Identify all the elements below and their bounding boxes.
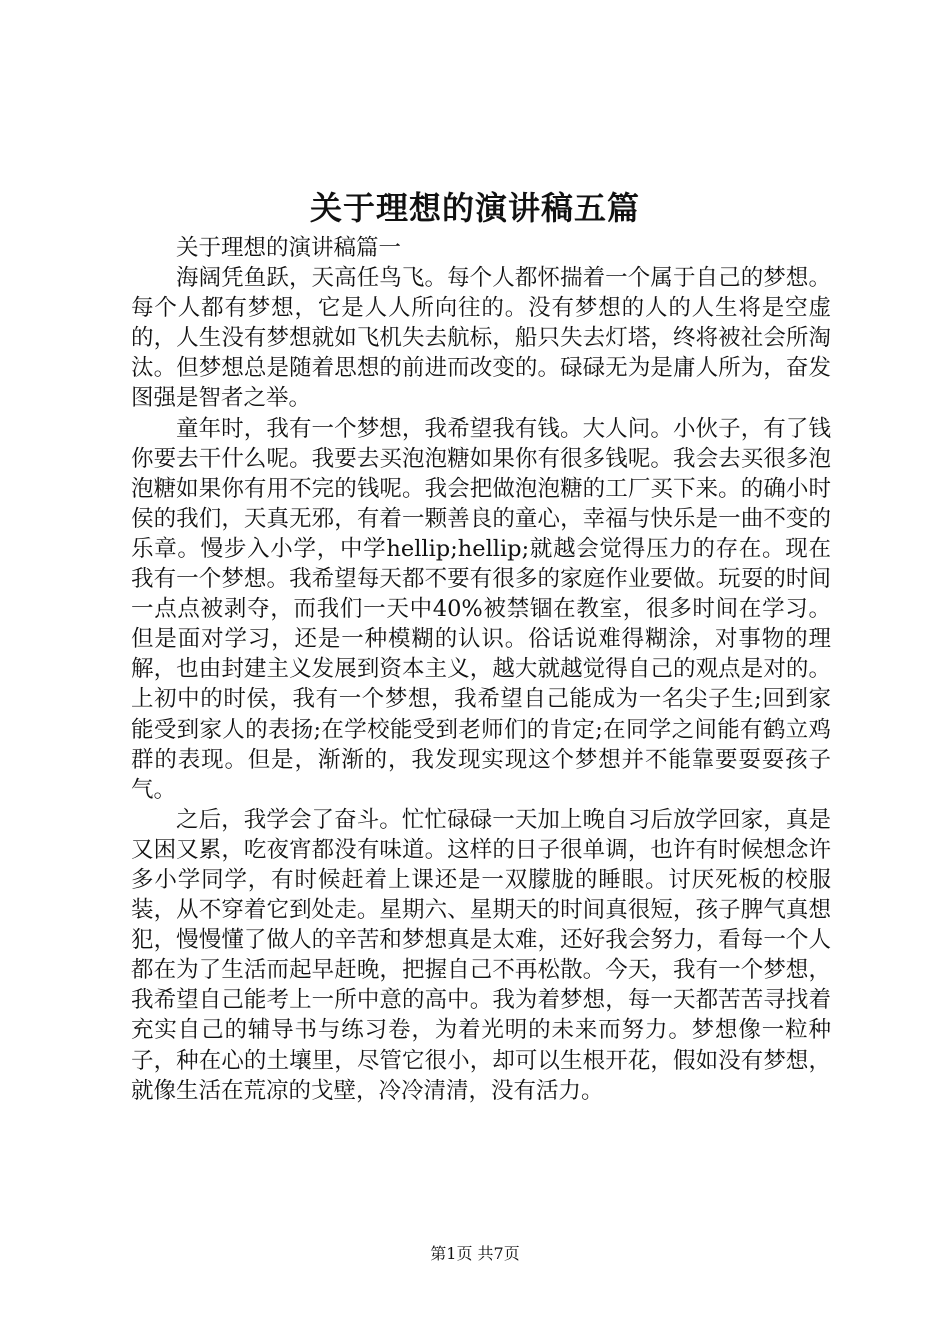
paragraph: 之后，我学会了奋斗。忙忙碌碌一天加上晚自习后放学回家，真是又困又累，吃夜宵都没有味道。这样的日子很单调，也许有时候想念许多小学同学，有时候赶着上课还是一双朦胧的睡眼。讨厌死板的校服装，从不穿着它到处走。星期六、星期天的时间真很短，孩子脾气真想犯，慢慢懂了做人的辛苦和梦想真是太难，还好我会努力，看每一个人都在为了生活而起早赶晚，把握自己不再松散。今天，我有一个梦想，我希望自己能考上一所中意的高中。我为着梦想，每一天都苦苦寻找着充实自己的辅导书与练习卷，为着光明的未来而努力。梦想像一粒种子，种在心的土壤里，尽管它很小，却可以生根开花，假如没有梦想，就像生活在荒凉的戈壁，冷冷清清，没有活力。	[131, 806, 831, 1104]
page-footer: 第1页 共7页	[430, 1244, 520, 1263]
paragraph: 童年时，我有一个梦想，我希望我有钱。大人问。小伙子，有了钱你要去干什么呢。我要去买泡泡糖如果你有很多钱呢。我会去买很多泡泡糖如果你有用不完的钱呢。我会把做泡泡糖的工厂买下来。的确小时侯的我们，天真无邪，有着一颗善良的童心，幸福与快乐是一曲不变的乐章。慢步入小学，中学hellip;hellip;就越会觉得压力的存在。现在我有一个梦想。我希望每天都不要有很多的家庭作业要做。玩耍的时间一点点被剥夺，而我们一天中40%被禁锢在教室，很多时间在学习。但是面对学习，还是一种模糊的认识。俗话说难得糊涂，对事物的理解，也由封建主义发展到资本主义，越大就越觉得自己的观点是对的。上初中的时侯，我有一个梦想，我希望自己能成为一名尖子生;回到家能受到家人的表扬;在学校能受到老师们的肯定;在同学之间能有鹤立鸡群的表现。但是，渐渐的，我发现实现这个梦想并不能靠要耍耍孩子气。	[131, 415, 831, 803]
paragraph: 海阔凭鱼跃，天高任鸟飞。每个人都怀揣着一个属于自己的梦想。每个人都有梦想，它是人人所向往的。没有梦想的人的人生将是空虚的，人生没有梦想就如飞机失去航标，船只失去灯塔，终将被社会所淘汰。但梦想总是随着思想的前进而改变的。碌碌无为是庸人所为，奋发图强是智者之举。	[131, 265, 831, 412]
section-heading: 关于理想的演讲稿篇一	[176, 235, 402, 261]
document-title: 关于理想的演讲稿五篇	[309, 189, 640, 227]
document-body	[131, 233, 831, 1106]
